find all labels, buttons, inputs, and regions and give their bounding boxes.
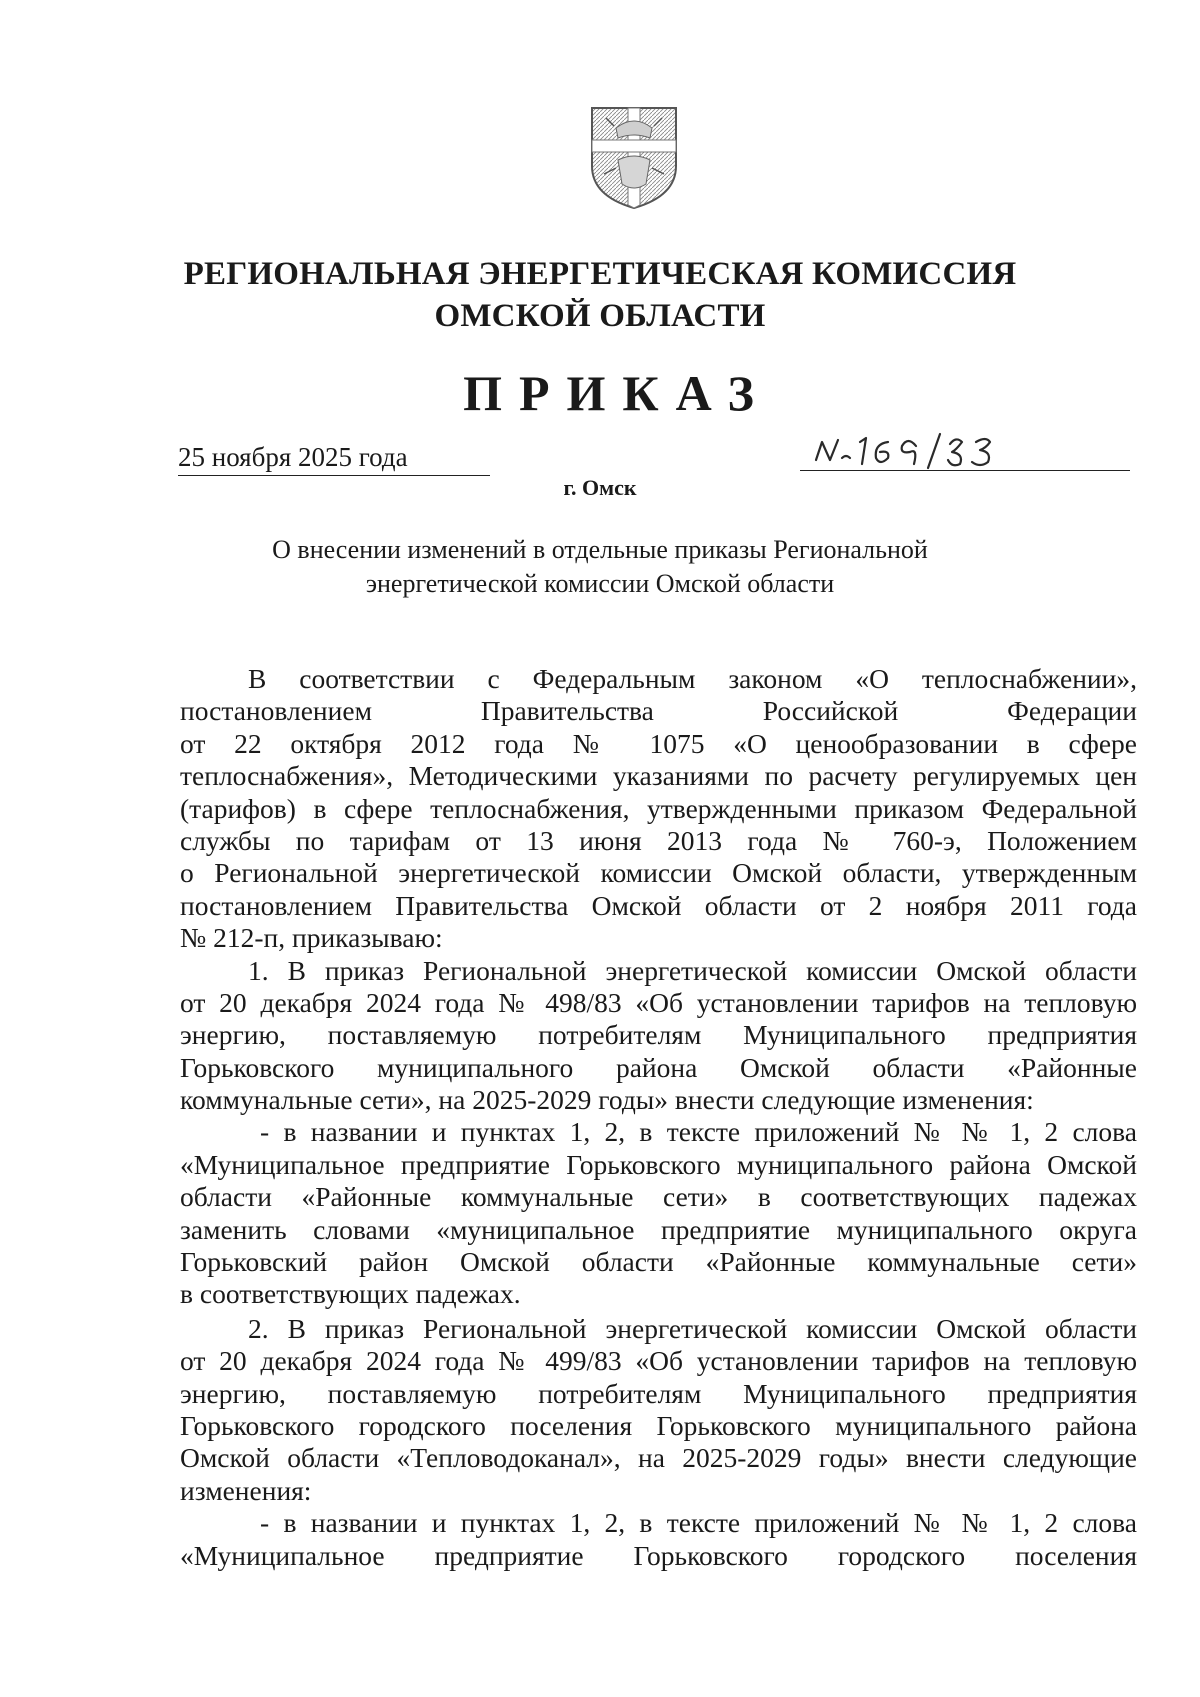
- body-line: Горьковского муниципального района Омской области «Районные: [180, 1051, 1137, 1083]
- number-underline: [800, 470, 1130, 471]
- body-line: энергию, поставляемую потребителям Муниципального предприятия: [180, 1377, 1137, 1409]
- handwritten-number-signature: [810, 430, 1030, 470]
- body-line: от 22 октября 2012 года № 1075 «О ценообразовании в сфере: [180, 727, 1137, 759]
- body-line: «Муниципальное предприятие Горьковского городского поселения: [180, 1539, 1137, 1571]
- body-line: теплоснабжения», Методическими указаниями по расчету регулируемых цен: [180, 760, 1137, 792]
- document-body: [180, 663, 1137, 1572]
- body-line: № 212-п, приказываю:: [180, 922, 443, 954]
- body-line: энергию, поставляемую потребителям Муниципального предприятия: [180, 1019, 1137, 1051]
- body-line: от 20 декабря 2024 года № 499/83 «Об установлении тарифов на тепловую: [180, 1345, 1137, 1377]
- subject-line: О внесении изменений в отдельные приказы Региональной: [272, 535, 928, 564]
- subject-line: энергетической комиссии Омской области: [365, 569, 835, 598]
- document-subject: [0, 533, 1200, 601]
- body-line: (тарифов) в сфере теплоснабжения, утвержденными приказом Федеральной: [180, 792, 1137, 824]
- body-line: коммунальные сети», на 2025-2029 годы» внести следующие изменения:: [180, 1084, 1034, 1116]
- body-line: о Региональной энергетической комиссии Омской области, утвержденным: [180, 857, 1137, 889]
- body-line: 1. В приказ Региональной энергетической комиссии Омской области: [248, 954, 1137, 986]
- document-type-title: ПРИКАЗ: [463, 365, 771, 421]
- document-city: г. Омск: [563, 475, 637, 500]
- body-line: «Муниципальное предприятие Горьковского муниципального района Омской: [180, 1148, 1137, 1180]
- body-line: - в названии и пунктах 1, 2, в тексте приложений № № 1, 2 слова: [260, 1116, 1137, 1148]
- body-line: службы по тарифам от 13 июня 2013 года № 760-э, Положением: [180, 824, 1137, 856]
- body-line: В соответствии с Федеральным законом «О теплоснабжении»,: [248, 663, 1137, 694]
- body-line: от 20 декабря 2024 года № 498/83 «Об установлении тарифов на тепловую: [180, 986, 1137, 1018]
- body-line: Горьковский район Омской области «Районные коммунальные сети»: [180, 1246, 1137, 1278]
- body-line: изменения:: [180, 1474, 312, 1506]
- body-line: 2. В приказ Региональной энергетической комиссии Омской области: [248, 1312, 1137, 1344]
- body-line: Горьковского городского поселения Горьковского муниципального района: [180, 1409, 1137, 1441]
- org-name-line2: ОМСКОЙ ОБЛАСТИ: [434, 298, 766, 334]
- body-line: - в названии и пунктах 1, 2, в тексте приложений № № 1, 2 слова: [260, 1507, 1137, 1539]
- document-number: [810, 430, 1030, 470]
- body-line: заменить словами «муниципальное предприятие муниципального округа: [180, 1213, 1137, 1245]
- body-line: области «Районные коммунальные сети» в соответствующих падежах: [180, 1181, 1137, 1213]
- body-line: Омской области «Тепловодоканал», на 2025-2029 годы» внести следующие: [180, 1442, 1137, 1474]
- body-line: в соответствующих падежах.: [180, 1278, 521, 1310]
- org-name-line1: РЕГИОНАЛЬНАЯ ЭНЕРГЕТИЧЕСКАЯ КОМИССИЯ: [183, 256, 1017, 292]
- coat-of-arms-icon: [588, 104, 680, 212]
- body-line: постановлением Правительства Омской области от 2 ноября 2011 года: [180, 889, 1137, 921]
- body-line: постановлением Правительства Российской Федерации: [180, 695, 1137, 727]
- document-date: 25 ноября 2025 года: [178, 442, 490, 476]
